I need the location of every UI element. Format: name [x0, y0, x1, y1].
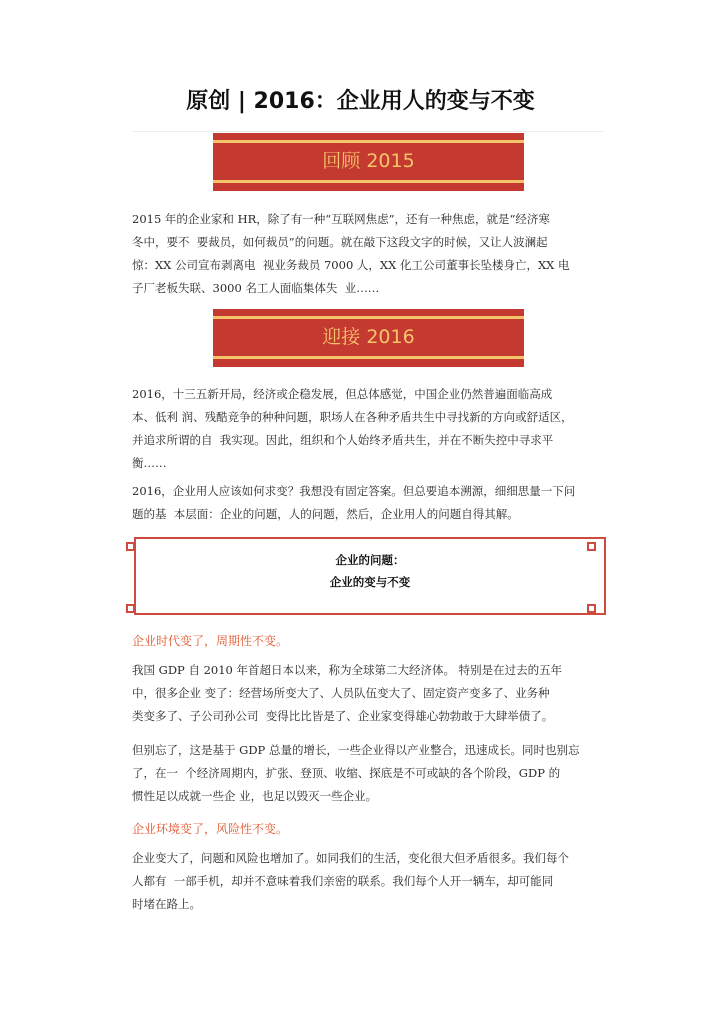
line: 类变多了、子公司孙公司 变得比比皆是了、企业家变得雄心勃勃敢于大肆举债了。	[132, 709, 554, 723]
callout-box	[134, 537, 606, 615]
line: 惯性足以成就一些企 业，也足以毁灭一些企业。	[132, 789, 378, 803]
line: 企业变大了，问题和风险也增加了。如同我们的生活，变化很大但矛盾很多。我们每个	[132, 851, 569, 865]
line: 冬中，要不 要裁员，如何裁员”的问题。就在敲下这段文字的时候，又让人波澜起	[132, 235, 548, 249]
line: 2016，企业用人应该如何求变？我想没有固定答案。但总要追本溯源，细细思量一下问	[132, 484, 576, 498]
banner-text: 回顾 2015	[322, 150, 415, 172]
line: 我国 GDP 自 2010 年首超日本以来，称为全球第二大经济体。 特别是在过去的五年	[132, 663, 563, 677]
callout-line-2: 企业的变与不变	[329, 575, 411, 589]
line: 2015 年的企业家和 HR，除了有一种“互联网焦虑”，还有一种焦虑，就是“经济寒	[132, 212, 550, 226]
line: 时堵在路上。	[132, 897, 201, 911]
line: 并追求所谓的自 我实现。因此，组织和个人始终矛盾共生，并在不断失控中寻求平	[132, 433, 554, 447]
line: 但别忘了，这是基于 GDP 总量的增长，一些企业得以产业整合，迅速成长。同时也别忘	[132, 743, 580, 757]
line: 惊：XX 公司宣布剥离电 视业务裁员 7000 人，XX 化工公司董事长坠楼身亡，XX 电	[132, 258, 570, 272]
line: 子厂老板失联、3000 名工人面临集体失 业……	[132, 281, 380, 295]
corner-square-icon	[587, 604, 596, 613]
line: 中，很多企业 变了：经营场所变大了、人员队伍变大了、固定资产变多了、业务种	[132, 686, 550, 700]
line: 本、低利 润、残酷竞争的种种问题，职场人在各种矛盾共生中寻找新的方向或舒适区，	[132, 410, 573, 424]
line: 人都有 一部手机，却并不意味着我们亲密的联系。我们每个人开一辆车，却可能同	[132, 874, 554, 888]
section-banner-2015	[213, 133, 524, 191]
title-divider	[133, 131, 603, 132]
article-title: 原创 | 2016：企业用人的变与不变	[186, 89, 535, 114]
corner-square-icon	[126, 604, 135, 613]
paragraph-4	[132, 659, 612, 728]
line: 题的基 本层面：企业的问题，人的问题，然后，企业用人的问题自得其解。	[132, 507, 519, 521]
corner-square-icon	[587, 542, 596, 551]
callout-line-1: 企业的问题：	[335, 553, 405, 567]
paragraph-5	[132, 739, 612, 808]
line: 2016，十三五新开局，经济或企稳发展，但总体感觉，中国企业仍然普遍面临高成	[132, 387, 553, 401]
line: 衡……	[132, 456, 167, 470]
corner-square-icon	[126, 542, 135, 551]
subheading-2: 企业环境变了，风险性不变。	[132, 822, 289, 836]
section-banner-2016	[213, 309, 524, 367]
paragraph-2	[132, 383, 612, 475]
subheading-1: 企业时代变了，周期性不变。	[132, 634, 289, 648]
paragraph-6	[132, 847, 612, 916]
line: 了，在一 个经济周期内，扩张、登顶、收缩、探底是不可或缺的各个阶段，GDP 的	[132, 766, 561, 780]
paragraph-3	[132, 480, 612, 526]
banner-text: 迎接 2016	[322, 326, 415, 348]
paragraph-1	[132, 208, 612, 300]
